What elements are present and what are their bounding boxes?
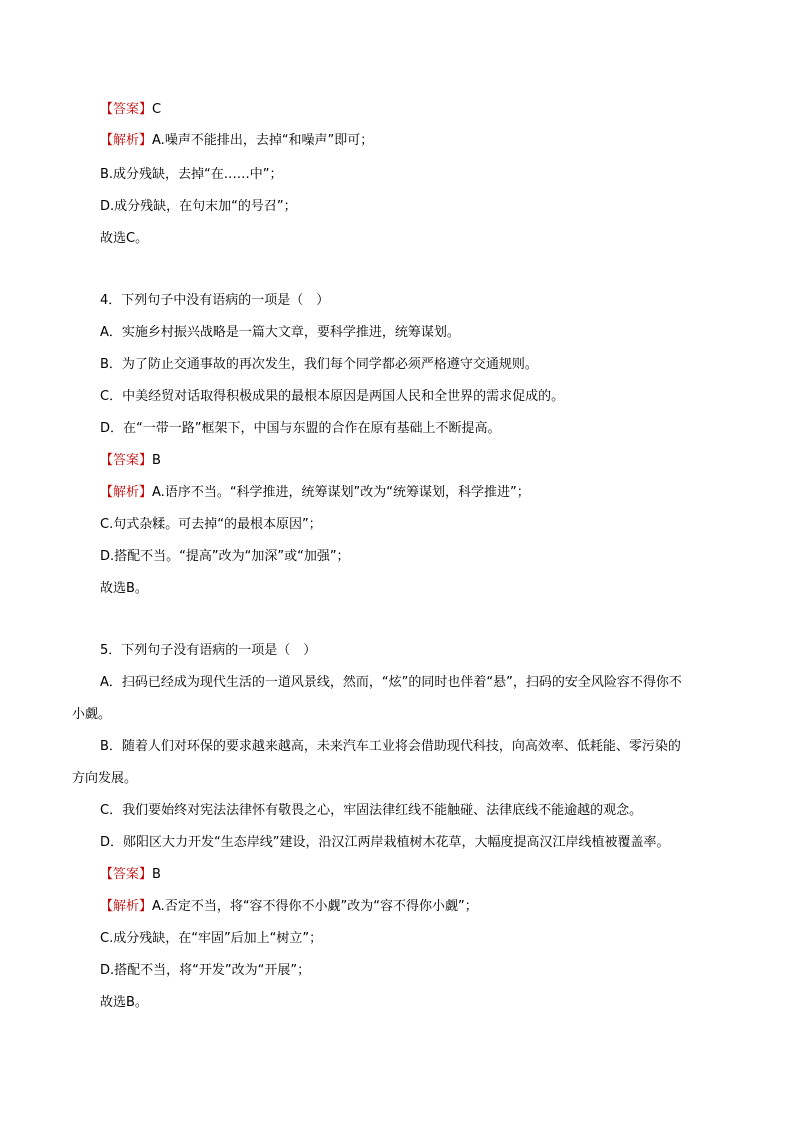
option-c: C．中美经贸对话取得积极成果的最根本原因是两国人民和全世界的需求促成的。 [100, 389, 565, 404]
question-stem: 5．下列句子没有语病的一项是（ ） [100, 643, 317, 658]
analysis-line: B.成分残缺，去掉“在……中”； [100, 167, 283, 182]
answer-label: 【答案】 [100, 453, 153, 468]
analysis-label: 【解析】 [100, 485, 153, 500]
analysis-line: 故选B。 [100, 581, 148, 596]
option-b-continued: 方向发展。 [72, 771, 138, 786]
analysis-label: 【解析】 [100, 899, 153, 914]
analysis-line: C.成分残缺，在“牢固”后加上“树立”； [100, 931, 323, 946]
option-a: A．实施乡村振兴战略是一篇大文章，要科学推进，统筹谋划。 [100, 325, 460, 340]
option-c: C．我们要始终对宪法法律怀有敬畏之心，牢固法律红线不能触碰、法律底线不能逾越的观念。 [100, 803, 643, 818]
analysis-line: 故选B。 [100, 995, 148, 1010]
answer-line [100, 865, 161, 885]
analysis-text: A.语序不当。“科学推进，统筹谋划”改为“统筹谋划，科学推进”； [152, 485, 530, 500]
option-b: B．随着人们对环保的要求越来越高，未来汽车工业将会借助现代科技，向高效率、低耗能、零污染的 [100, 739, 681, 754]
answer-value: B [152, 453, 161, 468]
analysis-line: D.成分残缺，在句末加“的号召”； [100, 199, 297, 214]
option-a: A．扫码已经成为现代生活的一道风景线，然而，“炫”的同时也伴着“悬”，扫码的安全风险容不得你不 [100, 675, 682, 690]
option-d: D．郧阳区大力开发“生态岸线”建设，沿汉江两岸栽植树木花草，大幅度提高汉江岸线植被覆盖率。 [100, 835, 670, 850]
answer-line [100, 451, 161, 471]
answer-value: B [152, 867, 161, 882]
analysis-line: D.搭配不当，将“开发”改为“开展”； [100, 963, 311, 978]
option-b: B．为了防止交通事故的再次发生，我们每个同学都必须严格遵守交通规则。 [100, 357, 538, 372]
analysis-text: A.否定不当，将“容不得你不小觑”改为“容不得你小觑”； [152, 899, 478, 914]
question-stem: 4．下列句子中没有语病的一项是（ ） [100, 293, 330, 308]
analysis-line [100, 131, 373, 151]
analysis-line: 故选C。 [100, 231, 149, 246]
answer-value: C [152, 102, 162, 117]
analysis-line: C.句式杂糅。可去掉“的最根本原因”； [100, 517, 322, 532]
option-a-continued: 小觑。 [72, 707, 112, 722]
analysis-line [100, 897, 478, 917]
answer-label: 【答案】 [100, 867, 153, 882]
option-d: D．在“一带一路”框架下，中国与东盟的合作在原有基础上不断提高。 [100, 421, 501, 436]
analysis-label: 【解析】 [100, 133, 153, 148]
analysis-line: D.搭配不当。“提高”改为“加深”或“加强”； [100, 549, 350, 564]
analysis-line [100, 483, 530, 503]
answer-label: 【答案】 [100, 102, 153, 117]
analysis-text: A.噪声不能排出，去掉“和噪声”即可； [152, 133, 374, 148]
answer-line [100, 100, 161, 120]
